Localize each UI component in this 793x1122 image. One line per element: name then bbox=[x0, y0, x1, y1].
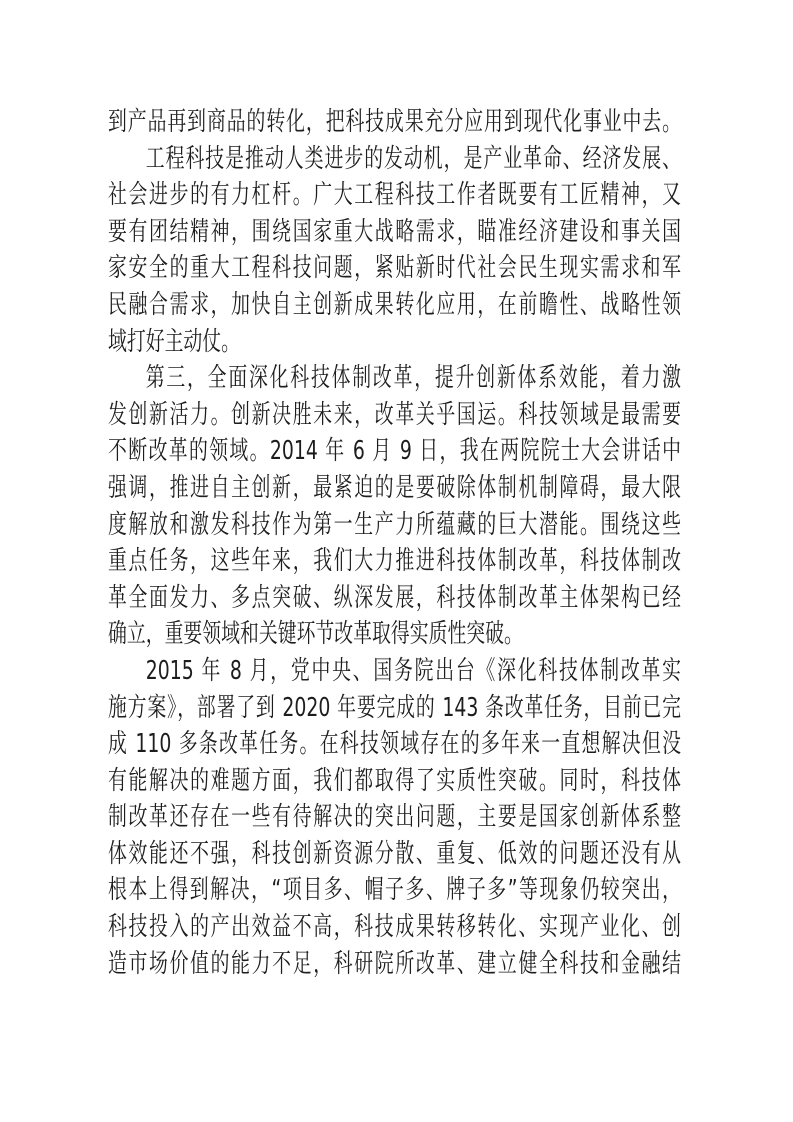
text-line-content: 造市场价值的能力不足，科研院所改革、建立健全科技和金融结 bbox=[108, 948, 681, 979]
text-line bbox=[108, 653, 681, 690]
paragraph bbox=[108, 141, 681, 361]
text-line-content: 科技投入的产出效益不高，科技成果转移转化、实现产业化、创 bbox=[108, 912, 681, 943]
text-line bbox=[108, 872, 681, 909]
text-line bbox=[108, 360, 681, 397]
paragraph bbox=[108, 653, 681, 982]
text-line-content: 成 110 多条改革任务。在科技领域存在的多年来一直想解决但没 bbox=[108, 729, 681, 760]
text-line-content: 域打好主动仗。 bbox=[108, 326, 241, 357]
text-line-content: 根本上得到解决，“项目多、帽子多、牌子多”等现象仍较突出， bbox=[108, 875, 681, 906]
text-line bbox=[108, 287, 681, 324]
text-line bbox=[108, 141, 681, 178]
paragraph bbox=[108, 104, 681, 141]
text-line-content: 第三，全面深化科技体制改革，提升创新体系效能，着力激 bbox=[145, 363, 681, 394]
text-line-content: 强调，推进自主创新，最紧迫的是要破除体制机制障碍，最大限 bbox=[108, 472, 681, 503]
text-line-content: 施方案》，部署了到 2020 年要完成的 143 条改革任务，目前已完 bbox=[108, 692, 681, 723]
text-line bbox=[108, 580, 681, 617]
text-line bbox=[108, 214, 681, 251]
text-line bbox=[108, 470, 681, 507]
text-line-content: 度解放和激发科技作为第一生产力所蕴藏的巨大潜能。围绕这些 bbox=[108, 509, 681, 540]
text-line bbox=[108, 946, 681, 983]
text-line-content: 家安全的重大工程科技问题，紧贴新时代社会民生现实需求和军 bbox=[108, 253, 681, 284]
text-line-content: 制改革还存在一些有待解决的突出问题，主要是国家创新体系整 bbox=[108, 802, 681, 833]
text-line bbox=[108, 104, 681, 141]
text-line-content: 不断改革的领域。2014 年 6 月 9 日，我在两院院士大会讲话中 bbox=[108, 436, 681, 467]
text-line-content: 2015 年 8 月，党中央、国务院出台《深化科技体制改革实 bbox=[145, 655, 681, 686]
text-line bbox=[108, 324, 681, 361]
text-line bbox=[108, 397, 681, 434]
paragraph bbox=[108, 360, 681, 653]
text-line-content: 体效能还不强，科技创新资源分散、重复、低效的问题还没有从 bbox=[108, 838, 681, 869]
text-line bbox=[108, 507, 681, 544]
text-line-content: 到产品再到商品的转化，把科技成果充分应用到现代化事业中去。 bbox=[108, 107, 681, 137]
text-line bbox=[108, 177, 681, 214]
text-line-content: 有能解决的难题方面，我们都取得了实质性突破。同时，科技体 bbox=[108, 765, 681, 796]
text-line bbox=[108, 250, 681, 287]
text-line bbox=[108, 909, 681, 946]
text-line bbox=[108, 763, 681, 800]
text-line bbox=[108, 690, 681, 727]
text-line bbox=[108, 616, 681, 653]
text-line bbox=[108, 433, 681, 470]
text-line-content: 社会进步的有力杠杆。广大工程科技工作者既要有工匠精神，又 bbox=[108, 180, 681, 211]
document-body bbox=[108, 104, 681, 982]
text-line-content: 革全面发力、多点突破、纵深发展，科技体制改革主体架构已经 bbox=[108, 582, 681, 613]
text-line-content: 确立，重要领域和关键环节改革取得实质性突破。 bbox=[108, 619, 523, 650]
text-line bbox=[108, 543, 681, 580]
text-line bbox=[108, 726, 681, 763]
text-line bbox=[108, 799, 681, 836]
text-line-content: 要有团结精神，围绕国家重大战略需求，瞄准经济建设和事关国 bbox=[108, 216, 681, 247]
text-line-content: 工程科技是推动人类进步的发动机，是产业革命、经济发展、 bbox=[145, 143, 681, 174]
text-line-content: 重点任务，这些年来，我们大力推进科技体制改革，科技体制改 bbox=[108, 546, 681, 577]
text-line-content: 发创新活力。创新决胜未来，改革关乎国运。科技领域是最需要 bbox=[108, 399, 681, 430]
text-line-content: 民融合需求，加快自主创新成果转化应用，在前瞻性、战略性领 bbox=[108, 289, 681, 320]
text-line bbox=[108, 836, 681, 873]
